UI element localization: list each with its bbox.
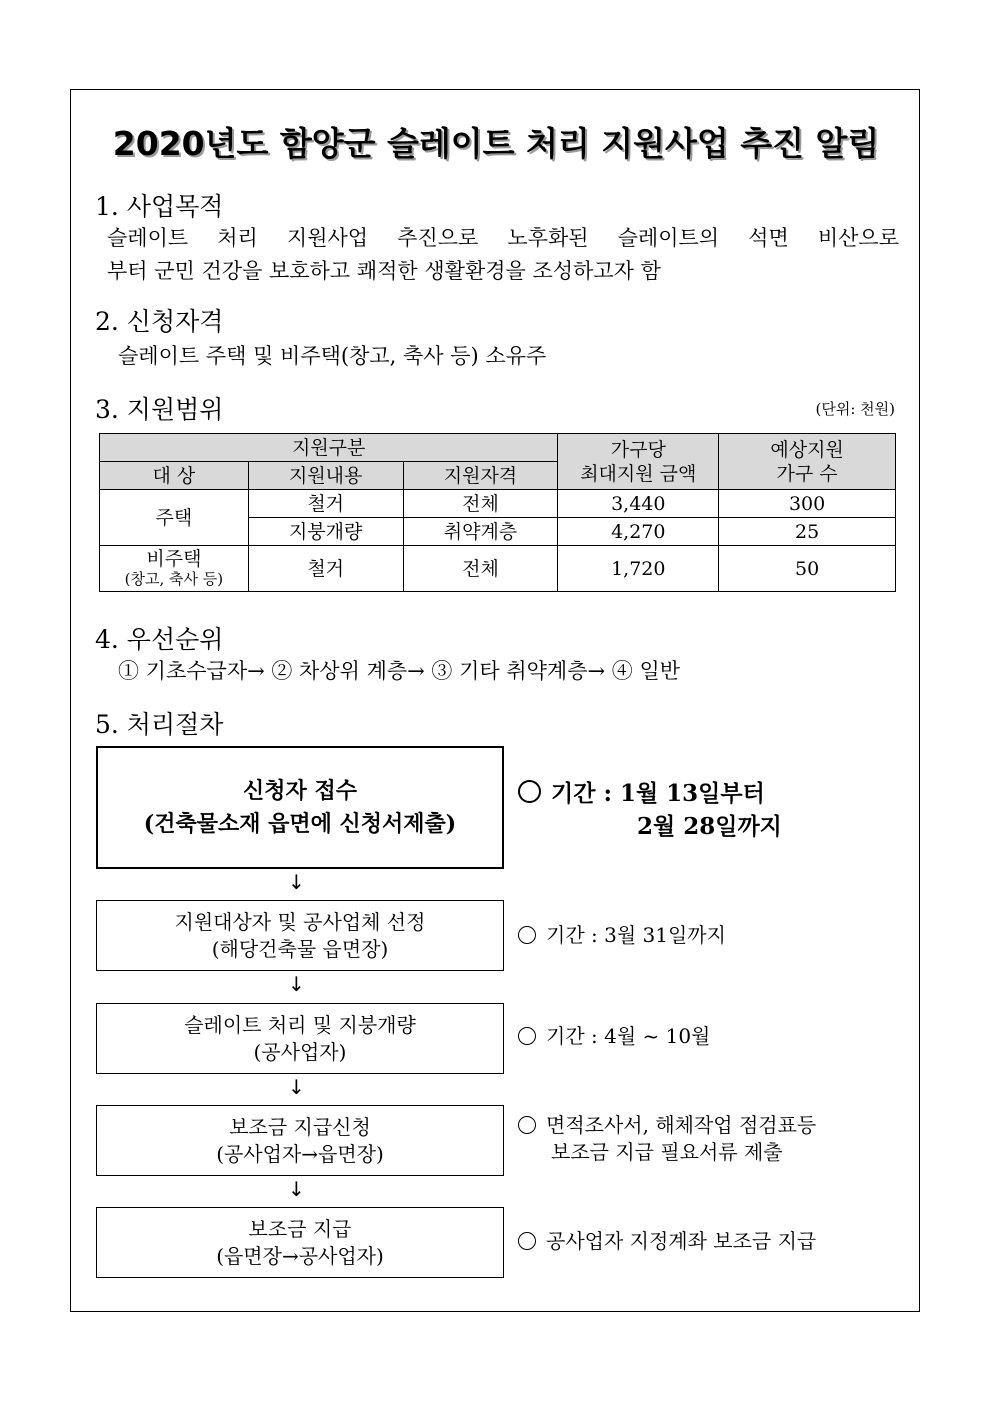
flow-note-line-2: 2월 28일까지: [637, 813, 782, 840]
section-1-text: [107, 222, 899, 288]
flow-step-title: 보조금 지급: [248, 1216, 352, 1241]
flow-note-subsidy-request: [518, 1112, 816, 1166]
header-target: 대 상: [100, 462, 249, 490]
flow-note-selection: [518, 922, 726, 949]
flow-step-title: 슬레이트 처리 및 지붕개량: [184, 1012, 416, 1037]
flow-step-subtitle: (공사업자→읍면장): [216, 1141, 384, 1166]
flow-step-title: 신청자 접수: [243, 777, 357, 804]
cell-content: 철거: [248, 546, 403, 592]
cell-target: [100, 546, 249, 592]
flow-note-subsidy-payment: [518, 1228, 816, 1255]
cell-content: 철거: [248, 490, 403, 518]
unit-label: (단위: 천원): [815, 400, 895, 418]
cell-expected-count: 300: [719, 490, 896, 518]
cell-qualification: 전체: [403, 490, 558, 518]
header-support-type: 지원구분: [100, 434, 558, 462]
cell-target: 주택: [100, 490, 249, 546]
down-arrow-icon: ↓: [288, 972, 305, 996]
header-content: 지원내용: [248, 462, 403, 490]
down-arrow-icon: ↓: [288, 870, 305, 894]
cell-expected-count: 50: [719, 546, 896, 592]
cell-max-amount: 1,720: [558, 546, 719, 592]
table-row: [100, 490, 896, 518]
cell-expected-count: 25: [719, 518, 896, 546]
cell-qualification: 전체: [403, 546, 558, 592]
flow-step-subtitle: (해당건축물 읍면장): [211, 936, 389, 961]
section-2-text: 슬레이트 주택 및 비주택(창고, 축사 등) 소유주: [118, 344, 547, 368]
header-qualification: 지원자격: [403, 462, 558, 490]
cell-max-amount: 3,440: [558, 490, 719, 518]
section-1-line-1: 슬레이트 처리 지원사업 추진으로 노후화된 슬레이트의 석면 비산으로: [107, 226, 899, 250]
header-expected-count-line-1: 예상지원: [770, 438, 844, 461]
flow-step-subsidy-payment: [96, 1207, 504, 1278]
flow-note-line-2: 보조금 지급 필요서류 제출: [551, 1140, 783, 1164]
section-4-heading: 4. 우선순위: [95, 625, 224, 654]
flow-note-line-1: 기간 : 1월 13일부터: [551, 780, 765, 807]
cell-content: 지붕개량: [248, 518, 403, 546]
circle-bullet-icon: [518, 1232, 536, 1250]
flow-step-subsidy-request: [96, 1105, 504, 1176]
flow-note-processing: [518, 1023, 710, 1050]
flow-note-application: [518, 777, 782, 843]
cell-qualification: 취약계층: [403, 518, 558, 546]
section-1-line-2: 부터 군민 건강을 보호하고 쾌적한 생활환경을 조성하고자 함: [107, 259, 661, 283]
header-max-amount: [558, 434, 719, 490]
cell-target-line-2: (창고, 축사 등): [124, 569, 224, 588]
flow-step-application: [96, 746, 504, 869]
flow-step-selection: [96, 900, 504, 971]
flow-note-line-1: 기간 : 4월 ~ 10월: [546, 1024, 711, 1048]
circle-bullet-icon: [518, 926, 536, 944]
flow-step-processing: [96, 1003, 504, 1074]
flow-step-subtitle: (읍면장→공사업자): [216, 1243, 384, 1268]
circle-bullet-icon: [518, 1116, 536, 1134]
section-5-heading: 5. 처리절차: [95, 710, 224, 739]
flow-step-title: 보조금 지급신청: [229, 1114, 371, 1139]
flow-step-title: 지원대상자 및 공사업체 선정: [174, 909, 426, 934]
flow-note-line-1: 면적조사서, 해체작업 점검표등: [546, 1113, 817, 1137]
section-4-text: ① 기초수급자→ ② 차상위 계층→ ③ 기타 취약계층→ ④ 일반: [118, 659, 681, 683]
flow-step-subtitle: (공사업자): [253, 1039, 347, 1064]
support-table: [99, 433, 896, 592]
header-max-amount-line-2: 최대지원 금액: [580, 462, 697, 485]
cell-target-line-1: 비주택: [146, 547, 202, 570]
section-3-heading: 3. 지원범위: [95, 395, 224, 424]
section-2-heading: 2. 신청자격: [95, 307, 224, 336]
header-expected-count-line-2: 가구 수: [776, 462, 838, 485]
circle-bullet-icon: [518, 1027, 536, 1045]
header-max-amount-line-1: 가구당: [610, 438, 666, 461]
table-row: [100, 546, 896, 592]
circle-bullet-icon: [518, 780, 541, 803]
cell-max-amount: 4,270: [558, 518, 719, 546]
flow-note-line-1: 공사업자 지정계좌 보조금 지급: [546, 1229, 817, 1253]
section-1-heading: 1. 사업목적: [95, 192, 224, 221]
flow-note-line-1: 기간 : 3월 31일까지: [546, 923, 726, 947]
down-arrow-icon: ↓: [288, 1075, 305, 1099]
flow-step-subtitle: (건축물소재 읍면에 신청서제출): [143, 810, 457, 837]
page-title: 2020년도 함양군 슬레이트 처리 지원사업 추진 알림: [112, 124, 880, 163]
header-expected-count: [719, 434, 896, 490]
down-arrow-icon: ↓: [288, 1177, 305, 1201]
